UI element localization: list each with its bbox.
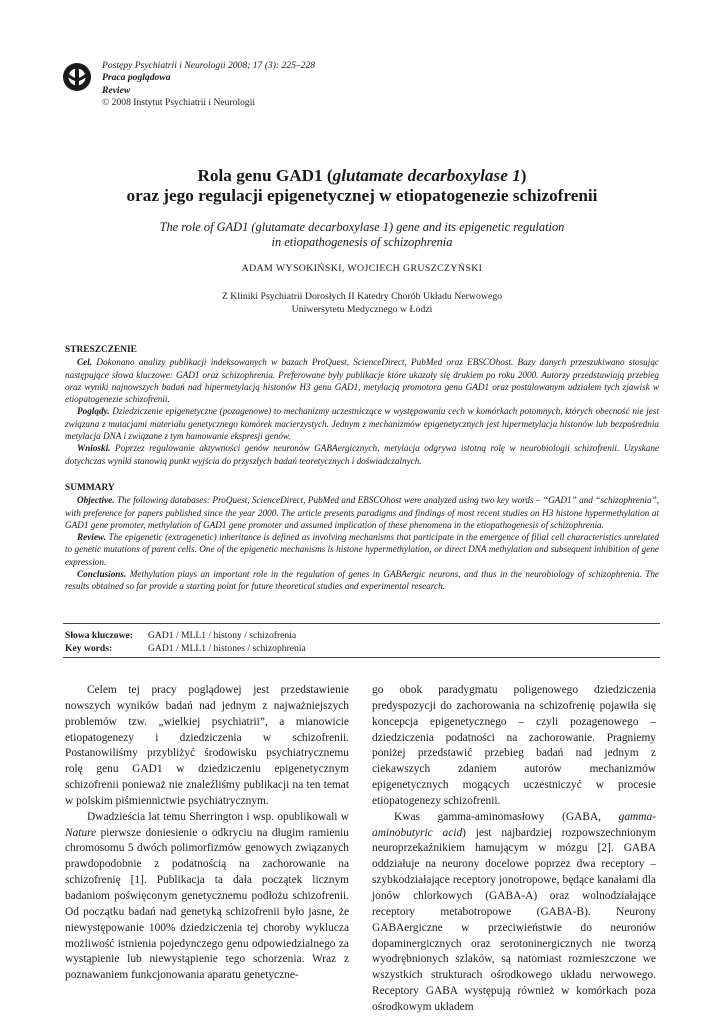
- section-text: Dziedziczenie epigenetyczne (pozagenowe) to mechanizmy uczestniczące w występowaniu cech w komórkach potomnych, których obecność nie jest związana z mutacjami materiału genetycznego komórek macierzystych. Jednym z mechanizmów epigenetycznych jest hipermetylacja histonów lub bezpośrednia metylacja DNA i związane z tym hamowanie ekspresji genów.: [65, 406, 659, 442]
- subtitle-line-1: The role of GAD1 (glutamate decarboxylase 1) gene and its epigenetic regulation: [159, 220, 565, 234]
- article-type-pl: Praca poglądowa: [102, 72, 171, 84]
- article-subtitle: [60, 220, 664, 251]
- authors: ADAM WYSOKIŃSKI, WOJCIECH GRUSZCZYŃSKI: [241, 263, 483, 274]
- text-run: ) jest najbardziej rozpowszechnionym neuroprzekaźnikiem hamującym w mózgu [2]. GABA oddziałuje na neurony docelowe poprzez dwa receptory – szybkodziałające receptory jonotropowe, będące kanałami dla jonów chlorkowych (GABA-A) oraz wolnodziałające receptory metabotropowe (GABA-B). Neurony GABAergiczne w przeciwieństwie do neuronów dopaminergicznych oraz serotoninergicznych nie tworzą wyodrębnionych szlaków, są natomiast rozmieszczone we wszystkich strukturach ośrodkowego układu nerwowego. Receptory GABA występują również w komórkach poza ośrodkowym układem: [372, 826, 657, 1013]
- journal-header: [102, 60, 315, 109]
- divider-top: [63, 623, 660, 624]
- body-paragraph: Celem tej pracy poglądowej jest przedstawienie nowszych wyników badań nad jednym z najważniejszych problemów tzw. „wielkiej psychiatrii”, a mianowicie etiopatogenezy i dziedziczenia w schizofrenii. Postanowiliśmy przybliżyć środowisku psychiatrycznemu rolę genu GAD1 w dziedziczeniu epigenetycznym schizofrenii ponieważ nie znaleźliśmy publikacji na ten temat w polskim piśmiennictwie psychiatrycznym.: [65, 684, 349, 807]
- body-column-left: [65, 683, 349, 984]
- abstract-pl-aim: [65, 356, 659, 405]
- abstract-pl-heading: STRESZCZENIE: [65, 345, 137, 355]
- text-run-italic: Nature: [65, 826, 97, 839]
- text-run: Dwadzieścia lat temu Sherrington i wsp. opublikowali w: [87, 810, 349, 823]
- affiliation: [60, 291, 664, 317]
- section-label: Wnioski.: [77, 443, 111, 454]
- section-text: Methylation plays an important role in the regulation of genes in GABAergic neurons, and thus in the neurobiology of schizophrenia. The results obtained so far provide a starting point for future theoretical studies and experimental research.: [65, 569, 659, 592]
- abstract-en-objective: [65, 494, 659, 531]
- text-run-italic: gamma-aminobutyric acid: [372, 810, 656, 839]
- section-label: Poglądy.: [77, 406, 110, 417]
- title-part-end: ): [520, 166, 527, 185]
- title-italic-part: glutamate decarboxylase 1: [332, 166, 521, 185]
- abstract-en-heading: SUMMARY: [65, 483, 115, 493]
- keywords-en-value: GAD1 / MLL1 / histones / schizophrenia: [148, 642, 306, 654]
- keywords-en-label: Key words:: [65, 642, 113, 654]
- keywords: [65, 630, 306, 655]
- text-run: Kwas gamma-aminomasłowy (GABA,: [394, 810, 619, 823]
- keywords-en-row: [65, 643, 306, 656]
- keywords-pl-row: [65, 630, 306, 643]
- abstract-en: [65, 482, 659, 593]
- title-line-2: oraz jego regulacji epigenetycznej w etiopatogenezie schizofrenii: [126, 186, 598, 205]
- section-text: Dokonano analizy publikacji indeksowanych w bazach ProQuest, ScienceDirect, PubMed oraz EBSCOhost. Bazy danych przeszukiwano stosując następujące słowa kluczowe: GAD1 oraz schizophrenia. Preferowane były publikacje które ukazały się drukiem po roku 2000. Autorzy przedstawiają przebieg oraz wyniki najnowszych badań nad hipermetylacją histonów H3 genu GAD1, metylacją promotora genu GAD1 oraz postulowanym udziałem tych zjawisk w etiopatogenezie schizofrenii.: [65, 357, 659, 405]
- abstract-pl-review: [65, 405, 659, 442]
- section-text: Poprzez regulowanie aktywności genów neuronów GABAergicznych, metylacja odgrywa istotną rolę w neurobiologii schizofrenii. Uzyskane dotychczas wyniki stanowią punkt wyjścia do przyszłych badań teoretycznych i doświadczalnych.: [65, 443, 659, 466]
- article-title: [60, 166, 664, 206]
- divider-bottom: [63, 657, 660, 658]
- publisher-logo-icon: [62, 62, 92, 92]
- title-part: Rola genu GAD1 (: [197, 166, 333, 185]
- body-paragraph: [372, 810, 656, 1016]
- section-label: Conclusions.: [77, 569, 127, 580]
- section-text: The following databases: ProQuest, ScienceDirect, PubMed and EBSCOhost were analyzed using two key words – “GAD1” and “schizophrenia”, with preference for papers published since the year 2000. The article presents paradigms and findings of most recent studies on H3 histone hypermethylation at GAD1 gene promoter, methylation of GAD1 gene promoter and assumed implication of these phenomena in the etiopathogenesis of schizophrenia.: [65, 495, 659, 530]
- text-run: pierwsze doniesienie o odkryciu na długim ramieniu chromosomu 5 dwóch polimorfizmów genowych związanych prawdopodobnie z podatnością na zachorowanie na schizofrenię [1]. Publikacja ta dała początek licznym badaniom poświęconym genetycznemu podłożu schizofrenii. Od początku badań nad genetyką schizofrenii było jasne, że niewystępowanie 100% dziedziczenia tej choroby wyklucza możliwość istnienia pojedynczego genu odpowiedzialnego za wystąpienie lub niewystąpienie tego schorzenia. Wraz z poznawaniem funkcjonowania aparatu genetyczne-: [65, 826, 349, 982]
- abstract-en-conclusions: [65, 568, 659, 593]
- abstract-en-review: [65, 531, 659, 568]
- section-label: Review.: [77, 532, 106, 543]
- abstract-pl-conclusions: [65, 442, 659, 467]
- affiliation-line-2: Uniwersytetu Medycznego w Łodzi: [291, 303, 433, 315]
- subtitle-line-2: in etiopathogenesis of schizophrenia: [271, 235, 453, 250]
- section-text: The epigenetic (extragenetic) inheritance is defined as involving mechanisms that participate in the emergence of filial cell characteristics unrelated to genetic mutations of parent cells. One of the epigenetic mechanisms is histone hypermethylation, or direct DNA methylation and subsequent inhibition of gene expression.: [65, 532, 659, 567]
- keywords-pl-value: GAD1 / MLL1 / histony / schizofrenia: [148, 630, 297, 641]
- body-paragraph: [65, 810, 349, 984]
- body-column-right: [372, 683, 656, 1016]
- abstract-pl: [65, 344, 659, 467]
- body-paragraph: go obok paradygmatu poligenowego dziedziczenia predyspozycji do zachorowania na schizofrenię pojawiła się koncepcja epigenetycznego – czyli pozagenowego – dziedziczenia podatności na zachorowanie. Pragniemy poniżej przedstawić przebieg badań nad jednym z ciekawszych zdaniem autorów mechanizmów epigenetycznych mogących uczestniczyć w procesie etiopatogenezy schizofrenii.: [372, 684, 656, 807]
- article-type-en: Review: [102, 84, 131, 96]
- copyright: © 2008 Instytut Psychiatrii i Neurologii: [102, 96, 256, 108]
- keywords-pl-label: Słowa kluczowe:: [65, 630, 133, 641]
- affiliation-line-1: Z Kliniki Psychiatrii Dorosłych II Katedry Chorób Układu Nerwowego: [221, 291, 503, 302]
- section-label: Cel.: [77, 357, 93, 368]
- journal-citation: Postępy Psychiatrii i Neurologii 2008; 17 (3): 225–228: [102, 60, 316, 71]
- section-label: Objective.: [77, 495, 115, 506]
